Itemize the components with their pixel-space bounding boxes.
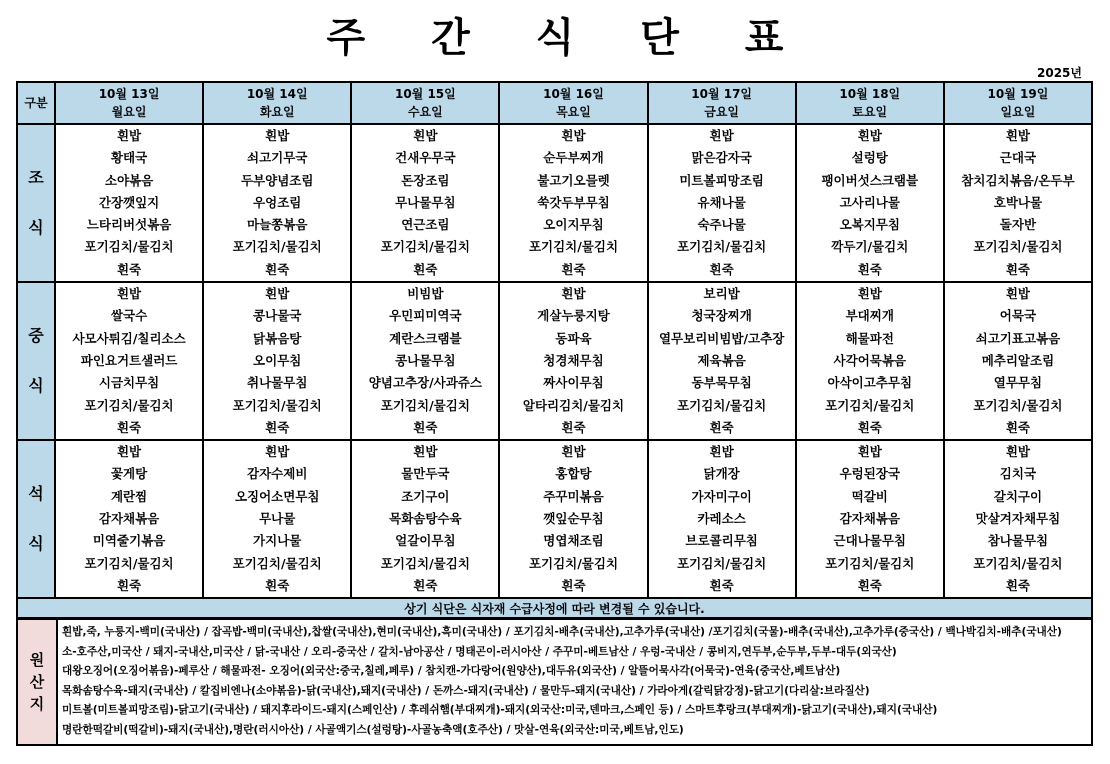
menu-item: 흰죽 xyxy=(413,577,438,593)
menu-item: 유채나물 xyxy=(697,194,746,210)
meal-label-char: 식 xyxy=(28,376,44,396)
menu-item: 포기김치/물김치 xyxy=(973,239,1063,255)
menu-item: 얼갈이무침 xyxy=(395,533,456,549)
menu-item: 돈장조림 xyxy=(401,172,450,188)
menu-item: 우민피미역국 xyxy=(389,308,462,324)
day-weekday: 화요일 xyxy=(259,105,295,119)
menu-item: 흰밥 xyxy=(561,286,586,302)
day-date: 10월 14일 xyxy=(246,87,308,101)
menu-item: 포기김치/물김치 xyxy=(232,555,322,571)
menu-item: 건새우무국 xyxy=(395,150,456,166)
menu-item: 흰죽 xyxy=(709,261,734,277)
menu-item: 김치국 xyxy=(999,466,1037,482)
menu-item: 포기김치/물김치 xyxy=(528,239,619,255)
day-weekday: 월요일 xyxy=(111,105,147,119)
menu-item: 꽃게탕 xyxy=(110,466,148,482)
origin-line: 미트볼(미트볼피망조림)-닭고기(국내산) / 돼지후라이드-돼지(스페인산) / 후레쉬햄(부대찌개)-돼지(외국산:미국,덴마크,스페인 등) / 스마트후랑크(부대찌개)-닭고기(국내산),돼지(국내산) xyxy=(62,704,938,717)
menu-item: 청국장찌개 xyxy=(691,308,752,324)
day-date: 10월 19일 xyxy=(987,87,1049,101)
menu-item: 감자채볶음 xyxy=(98,511,160,527)
day-weekday: 토요일 xyxy=(852,105,888,119)
menu-item: 흰밥 xyxy=(265,444,290,460)
menu-item: 브로콜리무침 xyxy=(685,533,758,549)
menu-item: 고사리나물 xyxy=(839,194,900,210)
menu-item: 오이무침 xyxy=(253,352,302,368)
menu-item: 알타리김치/물김치 xyxy=(522,397,625,413)
menu-item: 계란스크램블 xyxy=(389,330,462,346)
menu-item: 어묵국 xyxy=(999,308,1037,324)
meal-cell xyxy=(203,124,351,282)
menu-item: 콩나물국 xyxy=(253,308,302,324)
menu-item: 흰밥 xyxy=(857,128,882,143)
origin-line: 목화솜탕수육-돼지(국내산) / 칼집비엔나(소야볶음)-닭(국내산),돼지(국내산) / 돈까스-돼지(국내산) / 물만두-돼지(국내산) / 가라아게(갈릭닭강정)-닭고기(다리살:브라질산) xyxy=(62,684,870,697)
menu-item: 포기김치/물김치 xyxy=(84,239,174,255)
menu-item: 비빔밥 xyxy=(407,286,444,302)
notice-row xyxy=(17,598,1092,618)
menu-item: 닭개장 xyxy=(703,466,740,482)
menu-item: 깍두기/물김치 xyxy=(831,239,909,255)
menu-item: 포기김치/물김치 xyxy=(232,239,322,255)
origin-label xyxy=(18,620,58,744)
menu-item: 명엽채조림 xyxy=(543,533,604,549)
origin-line: 명란한떡갈비(떡갈비)-돼지(국내산),명란(러시아산) / 사골액기스(설렁탕)-사골농축액(호주산) / 맛살-연육(외국산:미국,베트남,인도) xyxy=(62,723,684,736)
menu-item: 팽이버섯스크램블 xyxy=(821,172,919,188)
origin-line: 소-호주산,미국산 / 돼지-국내산,미국산 / 닭-국내산 / 오리-중국산 / 갈치-남아공산 / 명태곤이-러시아산 / 주꾸미-베트남산 / 우렁-국내산 / 콩비지,연두부,순두부,두부-대두(외국산) xyxy=(62,645,897,658)
menu-item: 흰죽 xyxy=(857,577,882,593)
menu-item: 무나물무침 xyxy=(395,194,456,210)
menu-item: 흰죽 xyxy=(561,419,586,435)
meal-row-dinner xyxy=(17,440,1092,598)
header-day xyxy=(55,82,203,124)
menu-item: 포기김치/물김치 xyxy=(973,555,1063,571)
menu-item: 목화솜탕수육 xyxy=(389,511,462,527)
menu-item: 열무보리비빔밥/고추장 xyxy=(658,330,785,346)
menu-item: 흰죽 xyxy=(561,577,586,593)
menu-item: 소야볶음 xyxy=(104,172,154,188)
menu-item: 포기김치/물김치 xyxy=(84,397,174,413)
meal-cell xyxy=(55,282,203,440)
meal-cell xyxy=(944,282,1092,440)
menu-item: 사각어묵볶음 xyxy=(833,352,906,368)
menu-item: 오징어소면무침 xyxy=(234,488,320,504)
menu-item: 보리밥 xyxy=(703,286,740,302)
menu-item: 흰죽 xyxy=(265,577,290,593)
menu-item: 흰밥 xyxy=(1005,286,1030,302)
menu-item: 감자채볶음 xyxy=(839,511,900,527)
menu-item: 간장깻잎지 xyxy=(98,194,160,210)
menu-item: 흰죽 xyxy=(1005,577,1030,593)
meal-cell xyxy=(351,124,499,282)
meal-label-char: 식 xyxy=(28,534,44,554)
day-date: 10월 17일 xyxy=(691,87,753,101)
meal-cell xyxy=(796,124,944,282)
menu-item: 포기김치/물김치 xyxy=(677,397,767,413)
menu-item: 흰밥 xyxy=(561,128,586,143)
menu-item: 우렁된장국 xyxy=(839,466,900,482)
menu-item: 느타리버섯볶음 xyxy=(86,217,172,233)
day-date: 10월 13일 xyxy=(98,87,160,101)
origin-line: 흰밥,죽, 누룽지-백미(국내산) / 잡곡밥-백미(국내산),찹쌀(국내산),현미(국내산),흑미(국내산) / 포기김치-배추(국내산),고추가루(국내산) /포기김치(국물)-배추(국내산),고추가루(중국산) / 백나박김치-배추(국내산) xyxy=(62,626,1062,638)
meal-label xyxy=(17,440,55,598)
meal-cell xyxy=(55,124,203,282)
menu-item: 닭볶음탕 xyxy=(253,330,302,346)
menu-item: 흰밥 xyxy=(1005,128,1030,143)
meal-cell xyxy=(796,282,944,440)
menu-item: 흰죽 xyxy=(265,261,290,277)
meal-cell xyxy=(648,282,796,440)
menu-item: 불고기오믈렛 xyxy=(537,172,610,188)
menu-item: 포기김치/물김치 xyxy=(825,555,915,571)
day-date: 10월 18일 xyxy=(839,87,901,101)
menu-item: 포기김치/물김치 xyxy=(973,397,1063,413)
menu-item: 포기김치/물김치 xyxy=(380,397,470,413)
menu-item: 흰밥 xyxy=(413,128,438,143)
weekly-menu-table xyxy=(16,81,1093,619)
meal-cell xyxy=(203,282,351,440)
menu-item: 시금치무침 xyxy=(98,375,160,391)
menu-item: 청경채무침 xyxy=(543,352,604,368)
meal-cell xyxy=(499,282,647,440)
meal-cell xyxy=(944,124,1092,282)
menu-item: 부대찌개 xyxy=(845,308,894,324)
meal-row-lunch xyxy=(17,282,1092,440)
meal-cell xyxy=(203,440,351,598)
menu-item: 쑥갓두부무침 xyxy=(537,194,610,210)
menu-item: 흰죽 xyxy=(857,261,882,277)
meal-label-char: 석 xyxy=(28,484,44,504)
menu-item: 감자수제비 xyxy=(247,466,308,482)
menu-item: 파인요거트샐러드 xyxy=(80,352,178,368)
menu-item: 참치김치볶음/온두부 xyxy=(961,172,1075,188)
meal-label-char: 중 xyxy=(28,326,44,346)
menu-item: 흰밥 xyxy=(265,128,290,143)
menu-item: 취나물무침 xyxy=(247,375,308,391)
day-weekday: 목요일 xyxy=(556,105,591,119)
menu-item: 계란찜 xyxy=(110,488,148,504)
origin-lines xyxy=(58,620,1091,744)
notice-text: 상기 식단은 식자재 수급사정에 따라 변경될 수 있습니다. xyxy=(17,598,1092,618)
menu-item: 호박나물 xyxy=(993,194,1043,210)
menu-item: 설렁탕 xyxy=(851,150,888,166)
meal-cell xyxy=(351,440,499,598)
menu-item: 흰죽 xyxy=(1005,261,1030,277)
menu-item: 깻잎순무침 xyxy=(543,511,604,527)
menu-item: 흰죽 xyxy=(561,261,586,277)
menu-item: 양념고추장/사과쥬스 xyxy=(368,375,482,391)
menu-item: 해물파전 xyxy=(845,330,894,346)
menu-item: 순두부찌개 xyxy=(543,150,604,166)
menu-item: 쌀국수 xyxy=(110,308,148,324)
menu-item: 오이지무침 xyxy=(543,217,604,233)
menu-item: 근대국 xyxy=(999,150,1037,166)
meal-label xyxy=(17,124,55,282)
menu-item: 가자미구이 xyxy=(691,488,752,504)
meal-cell xyxy=(944,440,1092,598)
menu-item: 흰밥 xyxy=(709,444,734,460)
menu-item: 미트볼피망조림 xyxy=(679,172,764,188)
meal-cell xyxy=(648,440,796,598)
menu-item: 흰밥 xyxy=(1005,444,1030,460)
menu-item: 우엉조림 xyxy=(253,194,302,210)
menu-item: 마늘쫑볶음 xyxy=(247,217,308,233)
menu-item: 동파육 xyxy=(555,330,592,346)
day-weekday: 금요일 xyxy=(704,105,740,119)
header-row xyxy=(17,82,1092,124)
menu-item: 흰죽 xyxy=(116,261,142,277)
meal-label-char: 식 xyxy=(28,218,44,238)
menu-item: 흰밥 xyxy=(709,128,734,143)
menu-item: 가지나물 xyxy=(253,533,302,549)
menu-item: 흰죽 xyxy=(413,419,438,435)
menu-item: 황태국 xyxy=(110,150,148,166)
menu-item: 포기김치/물김치 xyxy=(380,239,470,255)
menu-item: 오복지무침 xyxy=(839,217,900,233)
menu-item: 맑은감자국 xyxy=(691,150,752,166)
menu-item: 포기김치/물김치 xyxy=(825,397,915,413)
menu-item: 흰밥 xyxy=(413,444,438,460)
menu-item: 흰죽 xyxy=(116,577,142,593)
menu-item: 미역줄기볶음 xyxy=(92,533,166,549)
menu-item: 흰밥 xyxy=(116,286,142,302)
menu-item: 흰죽 xyxy=(265,419,290,435)
origin-line: 대왕오징어(오징어볶음)-페루산 / 해물파전- 오징어(외국산:중국,칠레,페루) / 참치캔-가다랑어(원양산),대두유(외국산) / 알뜰어묵사각(어묵국)-연육(중국산,베트남산) xyxy=(62,665,841,678)
menu-item: 갈치구이 xyxy=(993,488,1043,504)
meal-label xyxy=(17,282,55,440)
day-date: 10월 15일 xyxy=(394,87,456,101)
meal-cell xyxy=(648,124,796,282)
menu-item: 두부양념조림 xyxy=(240,172,314,188)
day-weekday: 일요일 xyxy=(1000,105,1036,119)
menu-item: 흰죽 xyxy=(709,577,734,593)
header-day xyxy=(796,82,944,124)
menu-item: 콩나물무침 xyxy=(395,352,456,368)
menu-item: 포기김치/물김치 xyxy=(84,555,174,571)
menu-item: 무나물 xyxy=(259,511,296,527)
page-title: 주 간 식 단 표 xyxy=(326,15,810,61)
origin-label-char: 원 xyxy=(29,651,45,669)
meal-cell xyxy=(796,440,944,598)
menu-item: 돌자반 xyxy=(999,217,1037,233)
menu-item: 흰밥 xyxy=(857,286,882,302)
menu-item: 흰밥 xyxy=(116,128,142,143)
origin-label-char: 산 xyxy=(29,673,45,691)
menu-item: 흰밥 xyxy=(116,444,142,460)
meal-cell xyxy=(499,124,647,282)
menu-item: 흰죽 xyxy=(413,261,438,277)
menu-item: 흰죽 xyxy=(116,419,142,435)
menu-item: 포기김치/물김치 xyxy=(528,555,619,571)
menu-item: 참나물무침 xyxy=(987,533,1049,549)
header-day xyxy=(203,82,351,124)
menu-item: 쇠고기무국 xyxy=(247,150,308,166)
origin-box xyxy=(16,618,1093,746)
day-weekday: 수요일 xyxy=(407,105,443,119)
header-day xyxy=(944,82,1092,124)
menu-item: 조기구이 xyxy=(401,488,450,504)
menu-item: 떡갈비 xyxy=(851,488,888,504)
menu-item: 홍합탕 xyxy=(555,466,592,482)
menu-item: 포기김치/물김치 xyxy=(232,397,322,413)
header-day xyxy=(351,82,499,124)
header-gubun: 구분 xyxy=(17,82,55,124)
menu-item: 아삭이고추무침 xyxy=(827,375,913,391)
menu-item: 흰밥 xyxy=(561,444,586,460)
menu-item: 메추리알조림 xyxy=(981,352,1055,368)
menu-item: 포기김치/물김치 xyxy=(380,555,470,571)
menu-item: 흰죽 xyxy=(857,419,882,435)
origin-label-char: 지 xyxy=(29,695,45,713)
meal-cell xyxy=(499,440,647,598)
menu-item: 주꾸미볶음 xyxy=(543,488,604,504)
meal-cell xyxy=(351,282,499,440)
menu-item: 게살누룽지탕 xyxy=(537,308,610,324)
header-day xyxy=(648,82,796,124)
day-date: 10월 16일 xyxy=(543,87,604,101)
menu-item: 짜사이무침 xyxy=(543,375,604,391)
menu-item: 맛살겨자채무침 xyxy=(975,511,1061,527)
menu-item: 열무무침 xyxy=(993,375,1043,391)
meal-label-char: 조 xyxy=(28,168,44,188)
header-day xyxy=(499,82,647,124)
menu-item: 물만두국 xyxy=(401,466,450,482)
menu-item: 제육볶음 xyxy=(697,352,746,368)
menu-item: 흰밥 xyxy=(265,286,290,302)
menu-item: 사모사튀김/칠리소스 xyxy=(72,330,186,346)
menu-item: 숙주나물 xyxy=(697,217,746,233)
menu-item: 카레소스 xyxy=(697,511,746,527)
menu-item: 흰죽 xyxy=(709,419,734,435)
menu-item: 쇠고기표고볶음 xyxy=(975,330,1061,346)
menu-item: 포기김치/물김치 xyxy=(677,555,767,571)
menu-item: 근대나물무침 xyxy=(833,533,906,549)
menu-item: 동부묵무침 xyxy=(691,375,752,391)
meal-row-breakfast xyxy=(17,124,1092,282)
menu-item: 흰밥 xyxy=(857,444,882,460)
meal-cell xyxy=(55,440,203,598)
menu-item: 흰죽 xyxy=(1005,419,1030,435)
year-label: 2025년 xyxy=(1037,66,1082,80)
menu-item: 연근조림 xyxy=(401,217,450,233)
menu-item: 포기김치/물김치 xyxy=(677,239,767,255)
